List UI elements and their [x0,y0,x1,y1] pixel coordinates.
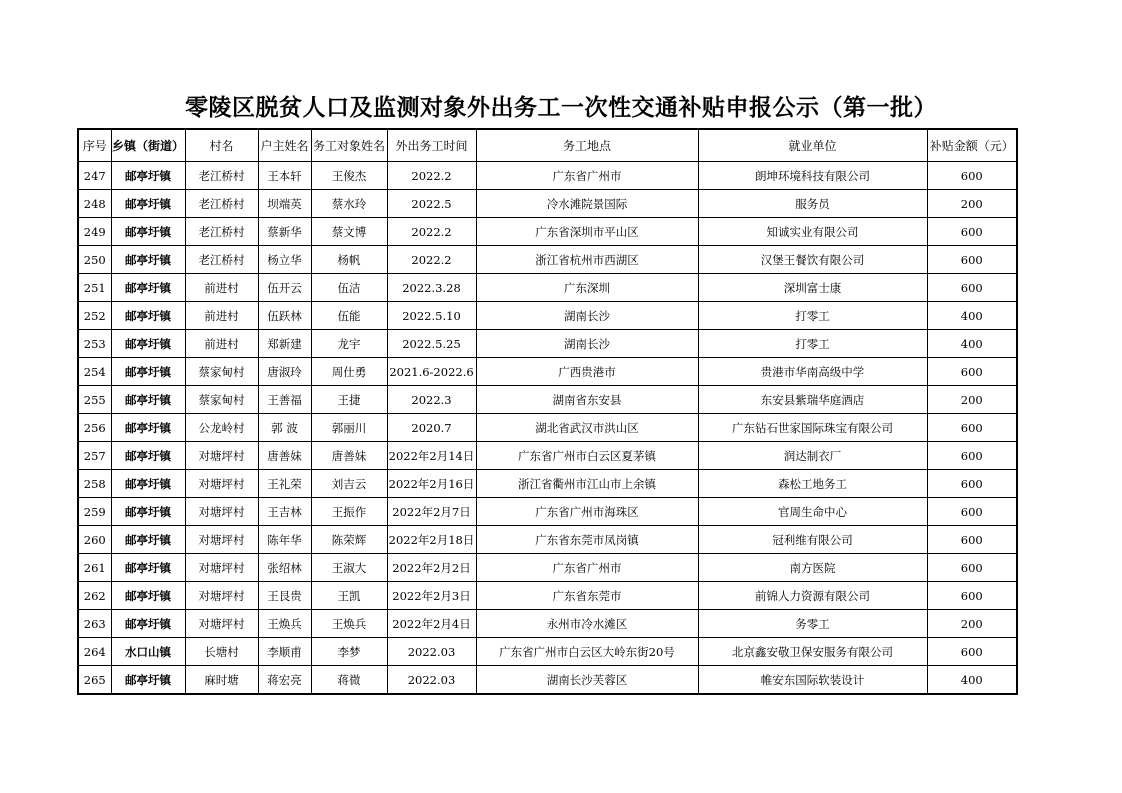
header-subsidy-amount: 补贴金额（元） [927,129,1017,162]
cell-departure-time: 2021.6-2022.6 [387,358,476,386]
cell-householder: 坝端英 [258,190,311,218]
cell-householder: 伍开云 [258,274,311,302]
cell-employer: 广东钻石世家国际珠宝有限公司 [698,414,927,442]
cell-village: 蔡家甸村 [185,358,258,386]
table-row [78,358,1017,386]
cell-worker: 刘吉云 [311,470,387,498]
cell-householder: 郭 波 [258,414,311,442]
cell-town: 邮亭圩镇 [111,162,185,190]
cell-departure-time: 2022.5.25 [387,330,476,358]
cell-town: 邮亭圩镇 [111,582,185,610]
cell-work-location: 广东深圳 [476,274,698,302]
cell-worker: 蔡水玲 [311,190,387,218]
cell-employer: 贵港市华南高级中学 [698,358,927,386]
cell-departure-time: 2022年2月7日 [387,498,476,526]
cell-village: 老江桥村 [185,190,258,218]
cell-subsidy-amount: 600 [927,638,1017,666]
cell-worker: 伍洁 [311,274,387,302]
table-row [78,610,1017,638]
cell-departure-time: 2022.2 [387,218,476,246]
cell-serial: 255 [78,386,111,414]
cell-subsidy-amount: 600 [927,470,1017,498]
table-row [78,414,1017,442]
cell-town: 邮亭圩镇 [111,498,185,526]
cell-worker: 王凯 [311,582,387,610]
cell-village: 麻时塘 [185,666,258,695]
cell-village: 蔡家甸村 [185,386,258,414]
cell-serial: 259 [78,498,111,526]
cell-serial: 257 [78,442,111,470]
cell-householder: 唐善妹 [258,442,311,470]
cell-departure-time: 2022年2月14日 [387,442,476,470]
cell-departure-time: 2022.3 [387,386,476,414]
cell-work-location: 湖南长沙 [476,302,698,330]
cell-work-location: 湖南省东安县 [476,386,698,414]
cell-work-location: 浙江省杭州市西湖区 [476,246,698,274]
cell-employer: 帷安东国际软装设计 [698,666,927,695]
cell-village: 对塘坪村 [185,582,258,610]
cell-work-location: 广东省深圳市平山区 [476,218,698,246]
cell-town: 邮亭圩镇 [111,386,185,414]
cell-departure-time: 2022.5.10 [387,302,476,330]
cell-departure-time: 2022年2月3日 [387,582,476,610]
table-row [78,442,1017,470]
cell-employer: 官周生命中心 [698,498,927,526]
cell-serial: 263 [78,610,111,638]
header-worker: 务工对象姓名 [311,129,387,162]
header-householder: 户主姓名 [258,129,311,162]
cell-town: 邮亭圩镇 [111,666,185,695]
cell-serial: 258 [78,470,111,498]
cell-work-location: 广东省广州市 [476,554,698,582]
cell-subsidy-amount: 400 [927,666,1017,695]
cell-serial: 262 [78,582,111,610]
cell-worker: 李梦 [311,638,387,666]
cell-worker: 蒋微 [311,666,387,695]
cell-worker: 伍能 [311,302,387,330]
cell-subsidy-amount: 200 [927,610,1017,638]
cell-householder: 王吉林 [258,498,311,526]
cell-employer: 朗坤环境科技有限公司 [698,162,927,190]
cell-departure-time: 2022年2月4日 [387,610,476,638]
cell-subsidy-amount: 600 [927,498,1017,526]
table-row [78,526,1017,554]
cell-worker: 陈荣辉 [311,526,387,554]
cell-worker: 周仕勇 [311,358,387,386]
cell-employer: 东安县紫瑞华庭酒店 [698,386,927,414]
header-serial: 序号 [78,129,111,162]
cell-householder: 王焕兵 [258,610,311,638]
cell-subsidy-amount: 400 [927,330,1017,358]
cell-serial: 253 [78,330,111,358]
cell-town: 邮亭圩镇 [111,218,185,246]
cell-village: 老江桥村 [185,218,258,246]
cell-work-location: 广东省广州市白云区大岭东街20号 [476,638,698,666]
cell-work-location: 湖北省武汉市洪山区 [476,414,698,442]
cell-serial: 250 [78,246,111,274]
cell-departure-time: 2020.7 [387,414,476,442]
cell-serial: 264 [78,638,111,666]
document-title: 零陵区脱贫人口及监测对象外出务工一次性交通补贴申报公示（第一批） [185,95,937,121]
cell-work-location: 浙江省衢州市江山市上余镇 [476,470,698,498]
table-row [78,162,1017,190]
cell-householder: 王本轩 [258,162,311,190]
cell-work-location: 冷水滩院景国际 [476,190,698,218]
cell-householder: 杨立华 [258,246,311,274]
table-row [78,246,1017,274]
cell-subsidy-amount: 600 [927,246,1017,274]
cell-subsidy-amount: 600 [927,162,1017,190]
table-row [78,638,1017,666]
cell-serial: 261 [78,554,111,582]
cell-worker: 王捷 [311,386,387,414]
cell-worker: 王焕兵 [311,610,387,638]
cell-householder: 王礼荣 [258,470,311,498]
cell-serial: 256 [78,414,111,442]
cell-town: 邮亭圩镇 [111,274,185,302]
cell-town: 邮亭圩镇 [111,442,185,470]
cell-worker: 龙宇 [311,330,387,358]
cell-worker: 王淑大 [311,554,387,582]
cell-employer: 打零工 [698,330,927,358]
cell-employer: 深圳富士康 [698,274,927,302]
header-employer: 就业单位 [698,129,927,162]
cell-town: 邮亭圩镇 [111,330,185,358]
cell-village: 老江桥村 [185,246,258,274]
cell-departure-time: 2022年2月2日 [387,554,476,582]
cell-town: 邮亭圩镇 [111,554,185,582]
table-row [78,302,1017,330]
table-row [78,470,1017,498]
table-row [78,666,1017,695]
cell-employer: 服务员 [698,190,927,218]
cell-householder: 王善福 [258,386,311,414]
cell-town: 邮亭圩镇 [111,470,185,498]
cell-work-location: 湖南长沙芙蓉区 [476,666,698,695]
cell-householder: 王艮贵 [258,582,311,610]
cell-village: 对塘坪村 [185,554,258,582]
cell-town: 邮亭圩镇 [111,526,185,554]
cell-householder: 陈年华 [258,526,311,554]
cell-employer: 北京鑫安敬卫保安服务有限公司 [698,638,927,666]
table-row [78,218,1017,246]
cell-householder: 张绍林 [258,554,311,582]
cell-employer: 打零工 [698,302,927,330]
cell-town: 邮亭圩镇 [111,246,185,274]
cell-householder: 蔡新华 [258,218,311,246]
cell-work-location: 广东省东莞市凤岗镇 [476,526,698,554]
cell-subsidy-amount: 400 [927,302,1017,330]
cell-serial: 265 [78,666,111,695]
cell-village: 前进村 [185,302,258,330]
cell-subsidy-amount: 600 [927,274,1017,302]
cell-subsidy-amount: 200 [927,190,1017,218]
table-row [78,554,1017,582]
cell-subsidy-amount: 600 [927,442,1017,470]
cell-employer: 冠利维有限公司 [698,526,927,554]
cell-subsidy-amount: 600 [927,414,1017,442]
cell-employer: 务零工 [698,610,927,638]
table-body [78,162,1017,695]
cell-employer: 森松工地务工 [698,470,927,498]
cell-village: 对塘坪村 [185,610,258,638]
cell-employer: 前锦人力资源有限公司 [698,582,927,610]
cell-worker: 王振作 [311,498,387,526]
cell-town: 邮亭圩镇 [111,358,185,386]
cell-work-location: 广西贵港市 [476,358,698,386]
table-header-row [78,129,1017,162]
header-work-location: 务工地点 [476,129,698,162]
cell-departure-time: 2022年2月16日 [387,470,476,498]
cell-village: 对塘坪村 [185,498,258,526]
cell-householder: 郑新建 [258,330,311,358]
cell-subsidy-amount: 200 [927,386,1017,414]
cell-subsidy-amount: 600 [927,554,1017,582]
cell-householder: 蒋宏亮 [258,666,311,695]
cell-worker: 郭丽川 [311,414,387,442]
cell-serial: 260 [78,526,111,554]
cell-work-location: 湖南长沙 [476,330,698,358]
cell-departure-time: 2022.3.28 [387,274,476,302]
cell-departure-time: 2022年2月18日 [387,526,476,554]
cell-village: 前进村 [185,330,258,358]
cell-subsidy-amount: 600 [927,358,1017,386]
table-row [78,274,1017,302]
cell-work-location: 广东省东莞市 [476,582,698,610]
table-row [78,498,1017,526]
cell-village: 长塘村 [185,638,258,666]
cell-serial: 254 [78,358,111,386]
cell-householder: 李顺甫 [258,638,311,666]
cell-employer: 南方医院 [698,554,927,582]
cell-departure-time: 2022.03 [387,638,476,666]
table-row [78,330,1017,358]
cell-householder: 唐淑玲 [258,358,311,386]
subsidy-table [77,128,1018,695]
table-row [78,190,1017,218]
cell-departure-time: 2022.2 [387,162,476,190]
cell-serial: 251 [78,274,111,302]
cell-town: 邮亭圩镇 [111,414,185,442]
cell-village: 老江桥村 [185,162,258,190]
header-village: 村名 [185,129,258,162]
cell-subsidy-amount: 600 [927,526,1017,554]
cell-worker: 杨帆 [311,246,387,274]
cell-employer: 润达制衣厂 [698,442,927,470]
header-town: 乡镇（街道） [111,129,185,162]
cell-subsidy-amount: 600 [927,218,1017,246]
cell-village: 对塘坪村 [185,442,258,470]
cell-employer: 汉堡王餐饮有限公司 [698,246,927,274]
cell-worker: 蔡文博 [311,218,387,246]
cell-work-location: 广东省广州市 [476,162,698,190]
cell-serial: 252 [78,302,111,330]
header-departure-time: 外出务工时间 [387,129,476,162]
cell-town: 水口山镇 [111,638,185,666]
cell-serial: 247 [78,162,111,190]
cell-work-location: 广东省广州市白云区夏茅镇 [476,442,698,470]
cell-worker: 唐善妹 [311,442,387,470]
cell-town: 邮亭圩镇 [111,610,185,638]
cell-village: 公龙岭村 [185,414,258,442]
cell-departure-time: 2022.2 [387,246,476,274]
cell-subsidy-amount: 600 [927,582,1017,610]
cell-householder: 伍跃林 [258,302,311,330]
cell-worker: 王俊杰 [311,162,387,190]
table-row [78,582,1017,610]
cell-serial: 249 [78,218,111,246]
cell-employer: 知诚实业有限公司 [698,218,927,246]
cell-village: 前进村 [185,274,258,302]
cell-town: 邮亭圩镇 [111,302,185,330]
cell-work-location: 广东省广州市海珠区 [476,498,698,526]
table-row [78,386,1017,414]
cell-serial: 248 [78,190,111,218]
cell-departure-time: 2022.03 [387,666,476,695]
cell-village: 对塘坪村 [185,470,258,498]
cell-work-location: 永州市冷水滩区 [476,610,698,638]
cell-village: 对塘坪村 [185,526,258,554]
cell-departure-time: 2022.5 [387,190,476,218]
cell-town: 邮亭圩镇 [111,190,185,218]
